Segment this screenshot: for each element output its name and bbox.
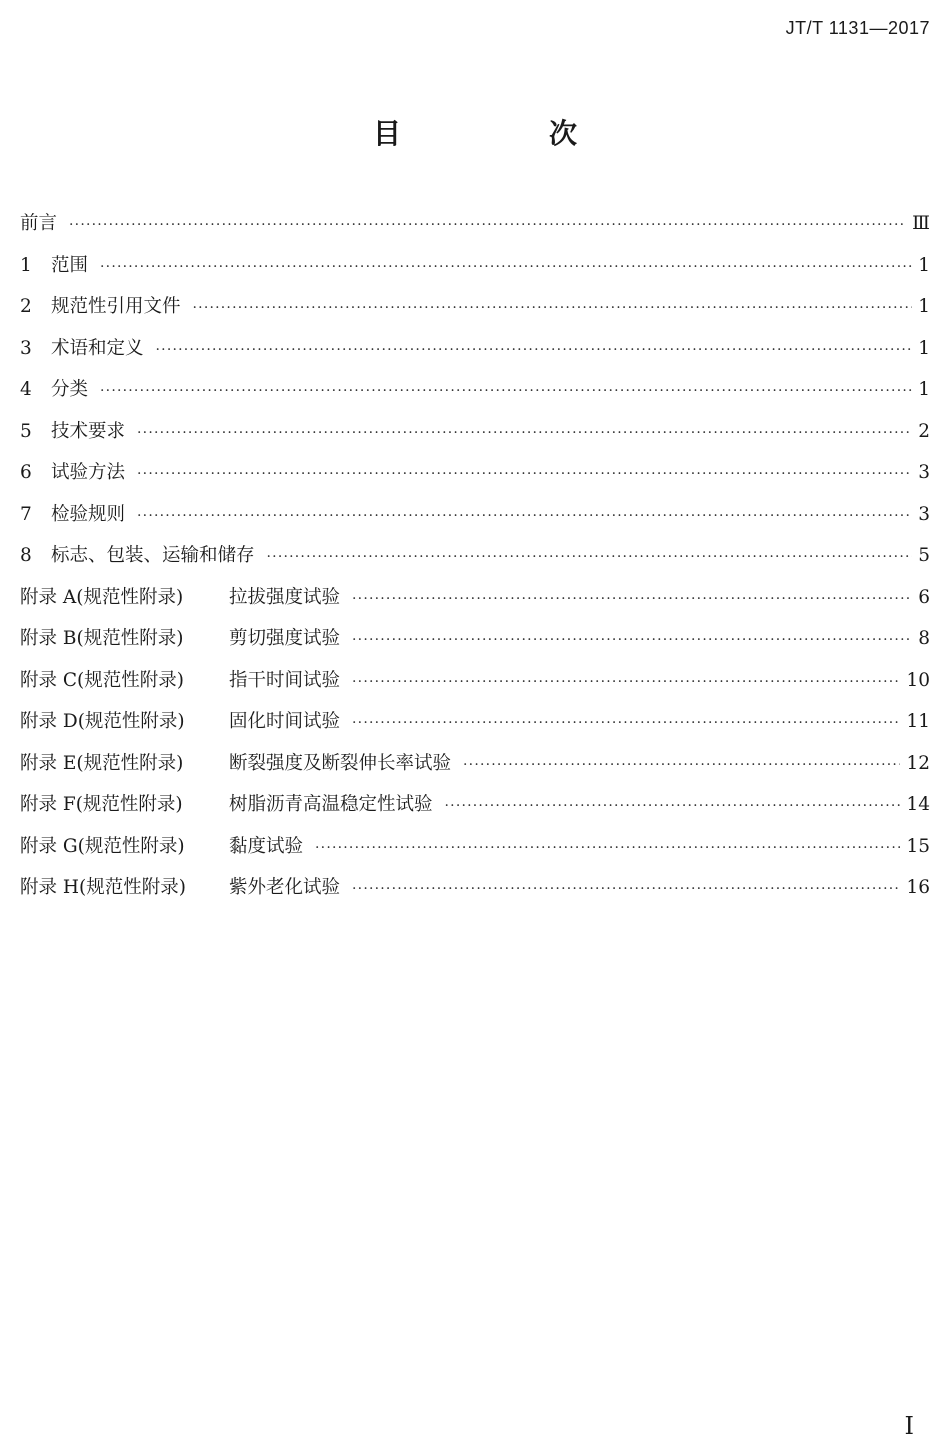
toc-entry-scope[interactable]	[20, 245, 930, 287]
toc-appendix-a[interactable]	[20, 577, 930, 619]
toc-page-number: 1	[918, 337, 930, 359]
toc-entry-title: 前言	[20, 213, 58, 234]
toc-entry-number: 1	[20, 254, 32, 276]
toc-page-number: 1	[918, 254, 930, 276]
toc-page-number: 12	[906, 752, 930, 774]
toc-page-number: 3	[918, 503, 930, 525]
toc-page-number: 3	[918, 462, 930, 483]
toc-entry-number: 3	[20, 337, 32, 359]
appendix-title: 断裂强度及断裂伸长率试验	[229, 752, 452, 774]
appendix-label: 附录 H(规范性附录)	[20, 877, 186, 898]
toc-entry-terms-definitions[interactable]	[20, 328, 930, 370]
toc-page-number: 1	[918, 379, 930, 400]
page-title: 目 次	[372, 117, 637, 150]
toc-entry-normative-references[interactable]	[20, 286, 930, 328]
appendix-label: 附录 B(规范性附录)	[20, 628, 184, 649]
dot-leader	[352, 703, 900, 745]
dot-leader	[100, 371, 912, 413]
toc-entry-technical-requirements[interactable]	[20, 411, 930, 453]
table-of-contents	[20, 203, 930, 909]
toc-page-number: 11	[906, 711, 930, 732]
dot-leader	[352, 620, 912, 662]
toc-page-number: 6	[918, 586, 930, 608]
appendix-title: 拉拔强度试验	[229, 586, 341, 608]
toc-entry-inspection-rules[interactable]	[20, 494, 930, 536]
standard-code: JT/T 1131—2017	[785, 18, 930, 38]
toc-page-number: 2	[918, 420, 930, 442]
toc-entry-test-methods[interactable]	[20, 452, 930, 494]
dot-leader	[137, 413, 912, 455]
toc-entry-classification[interactable]	[20, 369, 930, 411]
toc-appendix-d[interactable]	[20, 701, 930, 743]
dot-leader	[352, 662, 900, 704]
appendix-label: 附录 G(规范性附录)	[20, 835, 185, 857]
toc-entry-foreword[interactable]	[20, 203, 930, 245]
dot-leader	[137, 454, 912, 496]
toc-page-number: 10	[906, 669, 930, 691]
dot-leader	[315, 828, 900, 870]
toc-entry-marking-packaging[interactable]	[20, 535, 930, 577]
toc-entry-title: 标志、包装、运输和储存	[51, 545, 255, 566]
toc-entry-title: 术语和定义	[51, 337, 144, 359]
toc-appendix-e[interactable]	[20, 743, 930, 785]
toc-page-number: 14	[906, 794, 930, 815]
appendix-title: 剪切强度试验	[229, 628, 341, 649]
dot-leader	[267, 537, 913, 579]
toc-entry-number: 6	[20, 462, 32, 483]
dot-leader	[156, 330, 913, 372]
toc-page-number: 15	[906, 835, 930, 857]
toc-appendix-b[interactable]	[20, 618, 930, 660]
toc-appendix-h[interactable]	[20, 867, 930, 909]
appendix-label: 附录 E(规范性附录)	[20, 752, 184, 774]
dot-leader	[137, 496, 912, 538]
toc-entry-title: 试验方法	[51, 462, 126, 483]
toc-entry-number: 4	[20, 379, 32, 400]
toc-page-number: 16	[906, 877, 930, 898]
toc-entry-title: 检验规则	[51, 503, 126, 525]
toc-appendix-c[interactable]	[20, 660, 930, 702]
toc-page-number: 5	[918, 545, 930, 566]
dot-leader	[463, 745, 900, 787]
appendix-title: 紫外老化试验	[229, 877, 341, 898]
toc-entry-number: 7	[20, 503, 32, 525]
toc-entry-title: 范围	[51, 254, 89, 276]
dot-leader	[445, 786, 901, 828]
dot-leader	[100, 247, 912, 289]
dot-leader	[193, 288, 913, 330]
appendix-label: 附录 A(规范性附录)	[20, 586, 184, 608]
toc-entry-title: 规范性引用文件	[51, 296, 181, 317]
toc-entry-number: 2	[20, 296, 32, 317]
toc-page-number: 1	[918, 296, 930, 317]
toc-appendix-g[interactable]	[20, 826, 930, 868]
toc-appendix-f[interactable]	[20, 784, 930, 826]
appendix-label: 附录 D(规范性附录)	[20, 711, 185, 732]
appendix-title: 指干时间试验	[229, 669, 341, 691]
appendix-label: 附录 C(规范性附录)	[20, 669, 184, 691]
toc-page-number: 8	[918, 628, 930, 649]
toc-page-number: Ⅲ	[912, 213, 930, 234]
toc-entry-number: 8	[20, 545, 32, 566]
dot-leader	[352, 869, 900, 911]
toc-entry-title: 分类	[51, 379, 89, 400]
appendix-label: 附录 F(规范性附录)	[20, 794, 183, 815]
toc-entry-title: 技术要求	[51, 420, 126, 442]
appendix-title: 黏度试验	[229, 835, 304, 857]
dot-leader	[352, 579, 912, 621]
appendix-title: 固化时间试验	[229, 711, 341, 732]
appendix-title: 树脂沥青高温稳定性试验	[229, 794, 433, 815]
dot-leader	[69, 205, 906, 247]
toc-entry-number: 5	[20, 420, 32, 442]
footer-page-number: Ⅰ	[904, 1412, 914, 1440]
